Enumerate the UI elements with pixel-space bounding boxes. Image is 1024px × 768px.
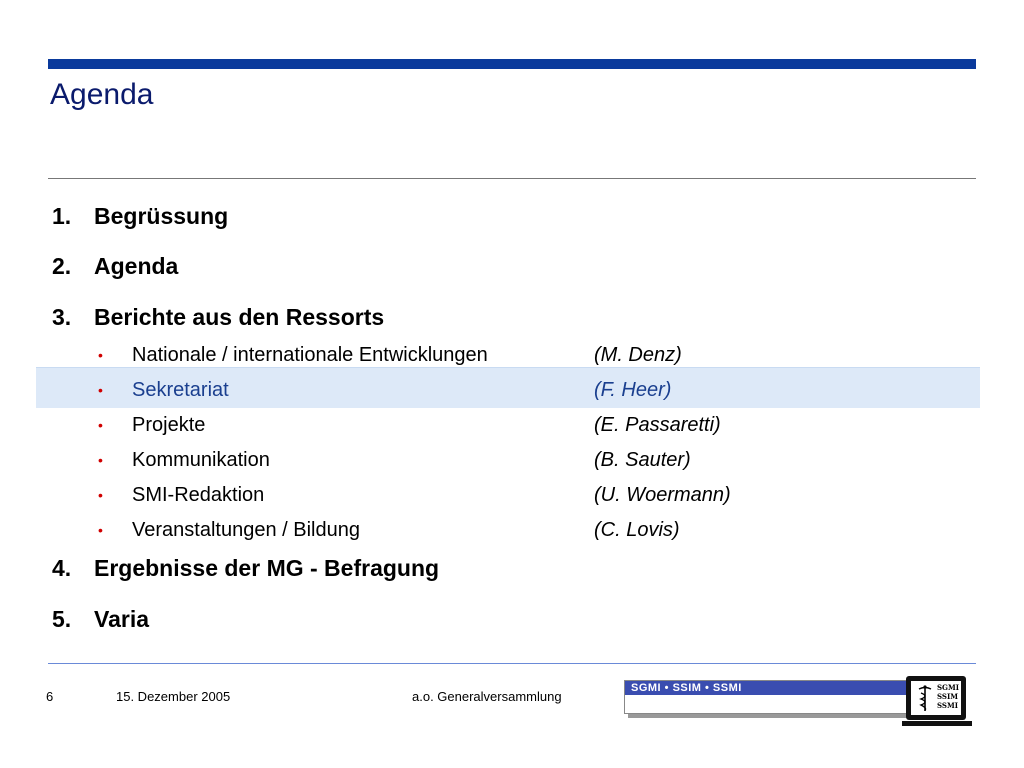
footer-date: 15. Dezember 2005 xyxy=(116,689,231,704)
page-number: 6 xyxy=(46,689,54,704)
agenda-item-label: Ergebnisse der MG - Befragung xyxy=(94,555,440,581)
logo-line-ssim: SSIM xyxy=(937,692,958,701)
agenda-item-2 xyxy=(52,253,178,280)
agenda-item-3 xyxy=(52,304,384,331)
agenda-item-label: Begrüssung xyxy=(94,203,229,229)
subitem-person: (U. Woermann) xyxy=(594,484,731,506)
subitem-denz xyxy=(98,341,798,369)
header-accent-bar xyxy=(48,59,976,69)
logo-line-ssmi: SSMI xyxy=(937,701,958,710)
sgmi-logo xyxy=(624,680,910,714)
subitem-person: (M. Denz) xyxy=(594,344,682,366)
bullet-icon: • xyxy=(98,417,103,433)
subitem-person: (F. Heer) xyxy=(594,379,672,401)
agenda-item-number: 3. xyxy=(52,304,72,330)
agenda-item-1 xyxy=(52,203,228,230)
subitem-label: Projekte xyxy=(132,414,206,436)
bullet-icon: • xyxy=(98,452,103,468)
caduceus-icon xyxy=(915,684,935,712)
subitem-person: (E. Passaretti) xyxy=(594,414,721,436)
monitor-base xyxy=(902,721,972,726)
agenda-item-number: 5. xyxy=(52,606,72,632)
bullet-icon: • xyxy=(98,347,103,363)
bullet-icon: • xyxy=(98,382,103,398)
subitem-heer xyxy=(98,376,798,404)
agenda-item-4 xyxy=(52,555,439,582)
logo-strip-text: SGMI • SSIM • SSMI xyxy=(631,682,742,694)
subitem-lovis xyxy=(98,516,798,544)
agenda-item-label: Varia xyxy=(94,606,149,632)
agenda-item-number: 2. xyxy=(52,253,72,279)
monitor-icon xyxy=(906,676,966,720)
subitem-person: (B. Sauter) xyxy=(594,449,691,471)
bullet-icon: • xyxy=(98,487,103,503)
subitem-label: Sekretariat xyxy=(132,379,229,401)
subitem-label: Nationale / internationale Entwicklungen xyxy=(132,344,488,366)
slide-title: Agenda xyxy=(50,78,154,111)
subitem-label: SMI-Redaktion xyxy=(132,484,265,506)
subitem-person: (C. Lovis) xyxy=(594,519,680,541)
logo-line-sgmi: SGMI xyxy=(937,683,960,692)
footer-event: a.o. Generalversammlung xyxy=(412,689,562,704)
subitem-passaretti xyxy=(98,411,798,439)
agenda-item-5 xyxy=(52,606,149,633)
subitem-sauter xyxy=(98,446,798,474)
agenda-item-number: 1. xyxy=(52,203,72,229)
monitor-screen xyxy=(911,681,961,715)
bullet-icon: • xyxy=(98,522,103,538)
agenda-item-label: Agenda xyxy=(94,253,179,279)
subitem-woermann xyxy=(98,481,798,509)
title-divider xyxy=(48,178,976,179)
agenda-item-number: 4. xyxy=(52,555,72,581)
subitem-label: Veranstaltungen / Bildung xyxy=(132,519,360,541)
subitem-label: Kommunikation xyxy=(132,449,270,471)
logo-strip xyxy=(625,681,909,695)
logo-screen-text xyxy=(937,683,959,710)
agenda-item-label: Berichte aus den Ressorts xyxy=(94,304,385,330)
footer-divider xyxy=(48,663,976,664)
